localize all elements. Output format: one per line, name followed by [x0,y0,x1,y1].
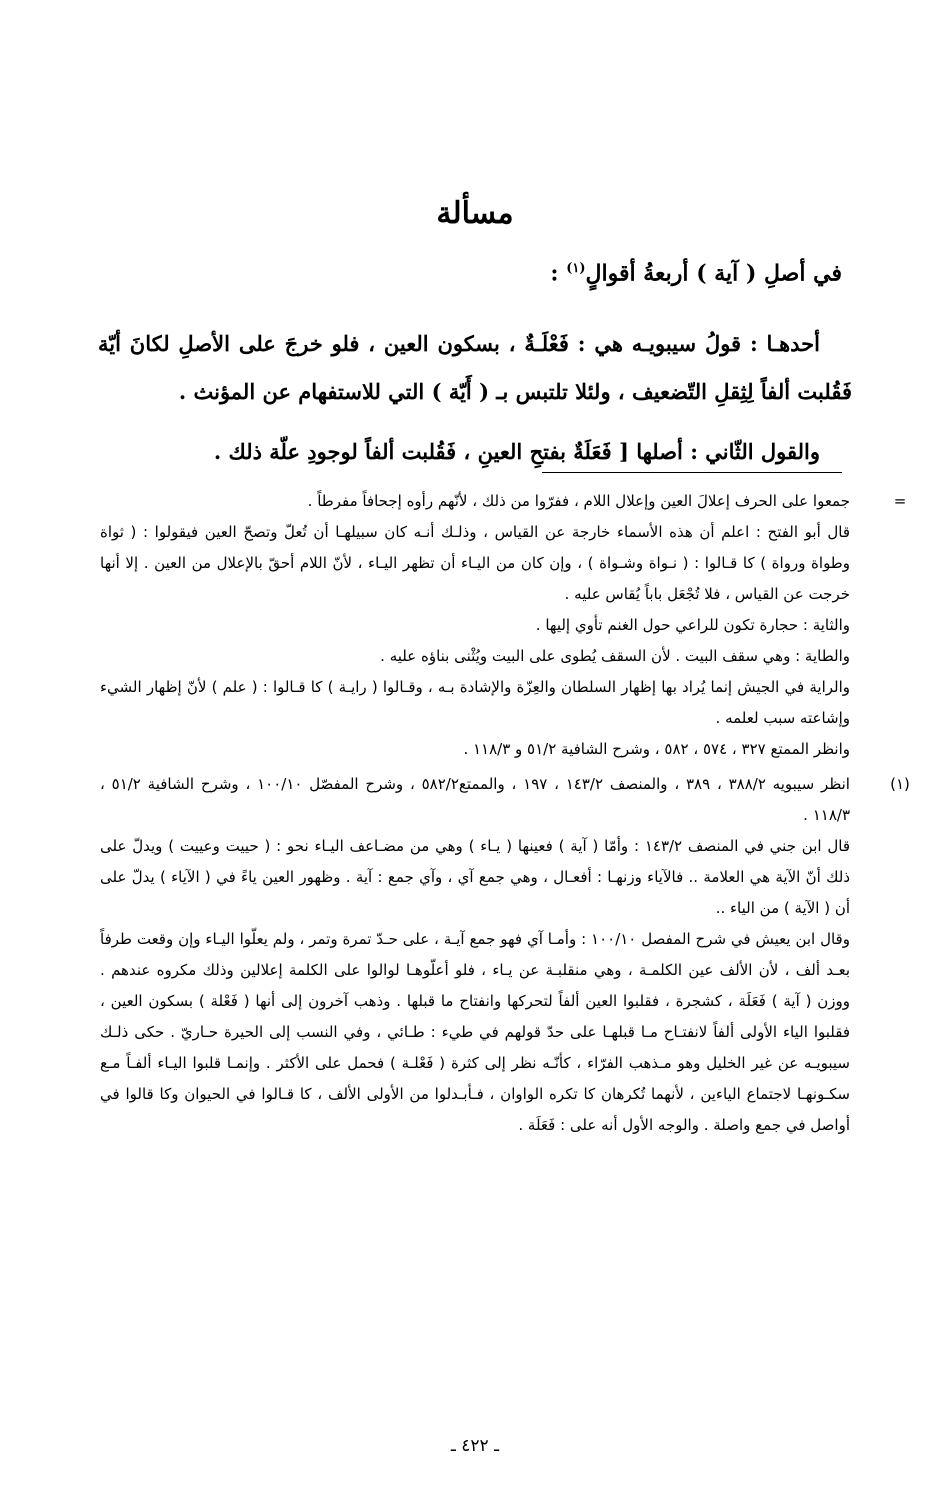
footnote-continuation [100,486,907,765]
footnote-line: والثاية : حجارة تكون للراعي حول الغنم تأوي إليها . [535,616,850,634]
section-heading [102,252,842,290]
paragraph-second-opinion: والقول الثّاني : أصلها [ فَعَلَةٌ بفتحِ العينِ ، فَقُلبت ألفاً لوجودِ علّة ذلك . [213,439,820,464]
footnote-line: انظر سيبويه ٣٨٨/٢ ، ٣٨٩ ، والمنصف ١٤٣/٢ ، ١٩٧ ، والممتع٥٨٢/٢ ، وشرح المفصّل ١٠٠/١٠ ، وشرح الشافية ٥١/٢ ، ١١٨/٣ . [100,775,850,824]
footnote-separator [542,472,842,473]
footnote-line: وانظر الممتع ٣٢٧ ، ٥٧٤ ، ٥٨٢ ، وشرح الشافية ٥١/٢ و ١١٨/٣ . [463,740,850,758]
footnote-1-marker: (١) [890,775,910,793]
footnote-line: قال أبو الفتح : اعلم أن هذه الأسماء خارجة عن القياس ، وذلـك أنـه كان سبيلهـا أن تُعلّ وتصحّ العين فيقولوا : ( ثواة وطواة ورواة ) كا قـالوا : ( نـواة وشـواة ) ، وإن كان من اليـاء أن تظهر اليـاء ، لأنّ اللام أحقّ بالإعلال من العين . إلا أنها خرجت عن القياس ، فلا تُجْعَل باباً يُقاس عليه . [100,523,850,603]
footnote-line: قال ابن جني في المنصف ١٤٣/٢ : وأمّا ( آية ) فعينها ( يـاء ) وهي من مضـاعف اليـاء نحو : ( حييت وعييت ) ويدلّ على ذلك أنّ الآية هي العلامة .. فالآياء وزنهـا : أفعـال ، وهي جمع آي ، وآي جمع : آية . وظهور العين ياءً في ( الآياء ) يدلّ على أن ( الآية ) من الياء .. [100,837,850,917]
footnote-line: وقال ابن يعيش في شرح المفصل ١٠٠/١٠ : وأمـا آي فهو جمع آيـة ، على حـدّ تمرة وتمر ، ولم يعلّوا اليـاء وإن وقعت طرفاً بعـد ألف ، لأن الألف عين الكلمـة ، وهي منقلبـة عن يـاء ، فلو أعلّوهـا لوالوا على الكلمة إعلالين وذلك مكروه عندهم . ووزن ( آية ) فَعَلَة ، كشجرة ، فقلبوا العين ألفاً لتحركها وانفتاح ما قبلها . وذهب آخرون إلى أنها ( فَعْلة ) بسكون العين ، فقلبوا الياء الأولى ألفاً لانفتـاح مـا قبلهـا على حدّ قولهم في طيء : طـائي ، وفي النسب إلى الحيرة حـاريّ . حكى ذلـك سيبويـه عن غير الخليل وهو مـذهب الفرّاء ، كأنّـه نظر إلى كثرة ( فَعْلـة ) فحمل على الأكثر . وإنمـا قلبوا اليـاء ألفـاً مـع سكـونهـا لاجتماع الياءين ، لأنهما تُكرهان كا تكره الواوان ، فـأبـدلوا من الأولى الألف ، كا قـالوا في الحيوان وكا قالوا في أواصل في جمع واصلة . والوجه الأول أنه على : فَعَلَة . [100,930,850,1134]
heading-text: في أصلِ ( آية ) أربعةُ أقوالٍ [585,260,842,287]
footnote-reference[interactable]: (١) [566,261,586,276]
page-number: ـ ٤٢٢ ـ [450,1436,500,1456]
continuation-marker: = [893,492,907,510]
footnote-line: والراية في الجيش إنما يُراد بها إظهار السلطان والعِزّة والإشادة بـه ، وقـالوا ( رايـة ) كا قـالوا : ( علم ) لأنّ إظهار الشيء وإشاعته سبب لعلمه . [100,678,850,727]
footnotes-area [100,486,910,1143]
paragraph-first-opinion: أحدهـا : قولُ سيبويـه هي : فَعْلَـةٌ ، بسكون العين ، فلو خرجَ على الأصلِ لكانَ أيّة فَقُلبت ألفاً لِثِقلِ التّضعيف ، ولئلا تلتبس بـ ( أَيّة ) التي للاستفهام عن المؤنث . [98,331,852,404]
heading-colon: : [550,260,559,287]
footnote-line: جمعوا على الحرف إعلالَ العين وإعلال اللام ، ففرّوا من ذلك ، لأنّهم رأوه إجحافاً مفرطاً . [307,492,850,510]
footnote-1 [100,769,910,1141]
footnote-line: والطاية : وهي سقف البيت . لأن السقف يُطوى على البيت ويُثْنى بناؤه عليه . [380,647,850,665]
page-title: مسألة [436,196,514,231]
